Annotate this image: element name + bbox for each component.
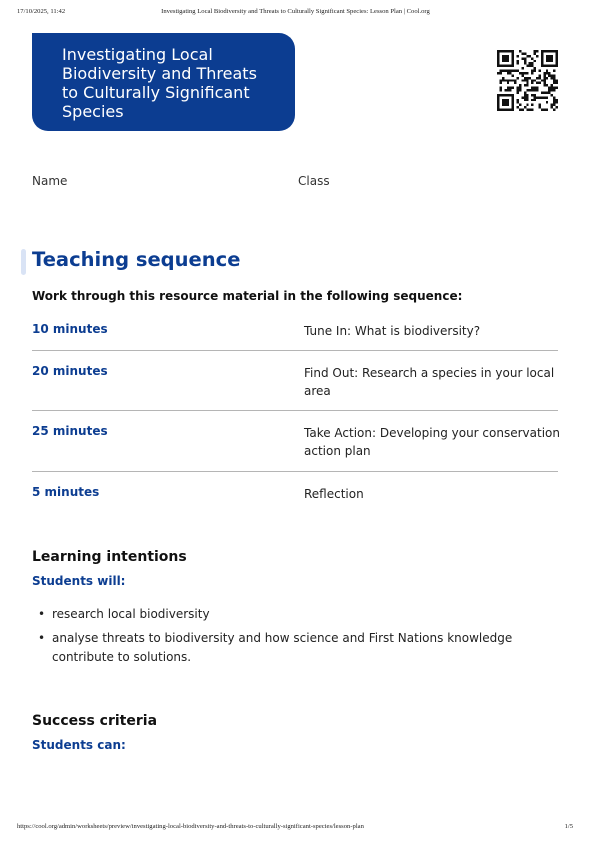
success-criteria-subheading: Students can: bbox=[32, 738, 126, 752]
bullet-icon: • bbox=[38, 631, 46, 645]
sequence-time: 10 minutes bbox=[32, 322, 108, 336]
teaching-sequence-heading: Teaching sequence bbox=[32, 248, 241, 271]
sequence-activity: Tune In: What is biodiversity? bbox=[304, 324, 481, 338]
learning-intentions-subheading: Students will: bbox=[32, 574, 126, 588]
print-page-number: 1/5 bbox=[564, 823, 573, 830]
list-item bbox=[38, 629, 528, 667]
print-page-title: Investigating Local Biodiversity and Threats to Culturally Significant Species: Lesson Plan | Cool.org bbox=[161, 8, 430, 15]
section-marker bbox=[21, 249, 26, 275]
sequence-lead: Work through this resource material in the following sequence: bbox=[32, 289, 463, 303]
learning-intentions-heading: Learning intentions bbox=[32, 549, 187, 565]
list-item-text: research local biodiversity bbox=[52, 607, 210, 621]
print-url: https://cool.org/admin/worksheets/preview/investigating-local-biodiversity-and-threats-to-culturally-significant-species/lesson-plan bbox=[17, 823, 364, 830]
sequence-activity: Find Out: Research a species in your local area bbox=[304, 366, 555, 398]
list-item-text: analyse threats to biodiversity and how science and First Nations knowledge contribute to solutions. bbox=[52, 631, 513, 664]
sequence-time: 5 minutes bbox=[32, 485, 100, 499]
success-criteria-heading: Success criteria bbox=[32, 713, 158, 729]
lesson-title: Investigating Local Biodiversity and Threats to Culturally Significant Species bbox=[62, 45, 257, 121]
sequence-time: 20 minutes bbox=[32, 364, 108, 378]
divider bbox=[32, 471, 558, 472]
class-field-label: Class bbox=[298, 174, 330, 188]
divider bbox=[32, 350, 558, 351]
sequence-time: 25 minutes bbox=[32, 424, 108, 438]
sequence-activity: Reflection bbox=[304, 487, 364, 501]
name-field-label: Name bbox=[32, 174, 68, 188]
bullet-icon: • bbox=[38, 607, 46, 621]
sequence-activity: Take Action: Developing your conservation action plan bbox=[304, 426, 560, 458]
print-datetime: 17/10/2025, 11:42 bbox=[17, 8, 66, 15]
divider bbox=[32, 410, 558, 411]
qr-code-icon bbox=[497, 50, 558, 111]
title-banner bbox=[32, 33, 295, 131]
list-item bbox=[38, 605, 528, 624]
